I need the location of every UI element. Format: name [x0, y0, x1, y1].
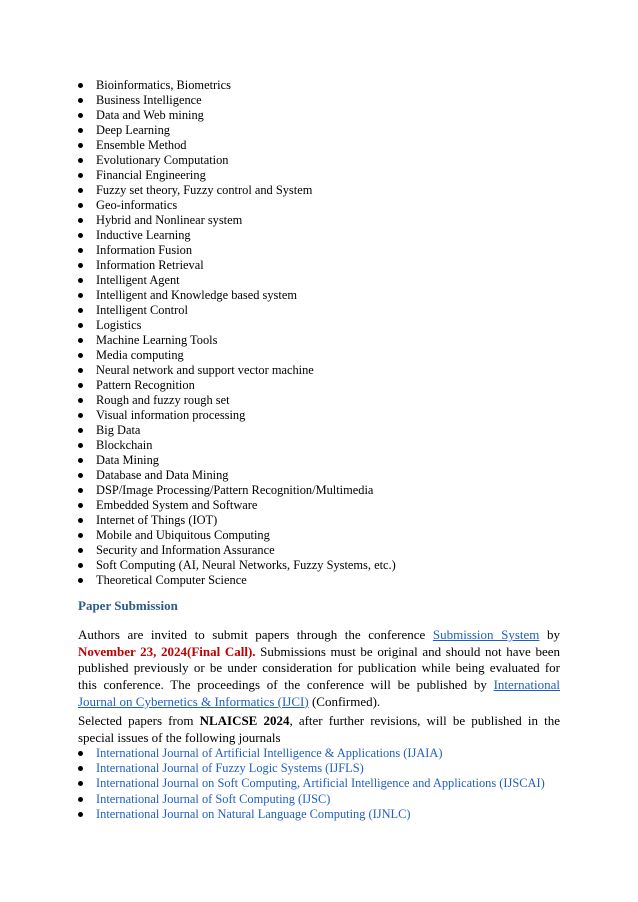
- topic-item: [78, 243, 568, 258]
- topic-item-label: Security and Information Assurance: [96, 543, 275, 557]
- bullet-icon: [78, 503, 83, 508]
- topic-item: [78, 408, 568, 423]
- topic-item-label: Logistics: [96, 318, 142, 332]
- topic-item: [78, 273, 568, 288]
- bullet-icon: [78, 293, 83, 298]
- bullet-icon: [78, 458, 83, 463]
- text-run: Authors are invited to submit papers through the conference: [78, 627, 433, 642]
- topic-item-label: Intelligent Control: [96, 303, 188, 317]
- bullet-icon: [78, 98, 83, 103]
- topic-item-label: Big Data: [96, 423, 141, 437]
- bullet-icon: [78, 413, 83, 418]
- bullet-icon: [78, 473, 83, 478]
- bullet-icon: [78, 353, 83, 358]
- topic-item: [78, 483, 568, 498]
- bullet-icon: [78, 548, 83, 553]
- topic-item-label: Financial Engineering: [96, 168, 206, 182]
- topic-item: [78, 258, 568, 273]
- topic-item: [78, 468, 568, 483]
- text-run: by: [539, 627, 561, 642]
- topic-item: [78, 153, 568, 168]
- topic-item: [78, 453, 568, 468]
- topic-item-label: Database and Data Mining: [96, 468, 229, 482]
- topic-item: [78, 123, 568, 138]
- bullet-icon: [78, 263, 83, 268]
- topic-item-label: Visual information processing: [96, 408, 246, 422]
- journal-link-label[interactable]: International Journal of Soft Computing (IJSC): [96, 791, 331, 806]
- bullet-icon: [78, 383, 83, 388]
- topic-item-label: DSP/Image Processing/Pattern Recognition/Multimedia: [96, 483, 374, 497]
- topic-item-label: Embedded System and Software: [96, 498, 258, 512]
- topic-item-label: Pattern Recognition: [96, 378, 195, 392]
- bullet-icon: [78, 128, 83, 133]
- bullet-icon: [78, 203, 83, 208]
- topic-item-label: Soft Computing (AI, Neural Networks, Fuzzy Systems, etc.): [96, 558, 396, 572]
- bullet-icon: [78, 428, 83, 433]
- journal-link-label[interactable]: International Journal on Soft Computing, Artificial Intelligence and Applications (IJSCAI): [96, 776, 545, 791]
- bullet-icon: [78, 158, 83, 163]
- special-issues-paragraph: [78, 713, 560, 746]
- topic-item-label: Intelligent Agent: [96, 273, 180, 287]
- bullet-icon: [78, 443, 83, 448]
- section-heading-paper-submission: Paper Submission: [78, 598, 178, 613]
- topic-item: [78, 168, 568, 183]
- journal-link[interactable]: [78, 776, 568, 791]
- topic-item: [78, 138, 568, 153]
- journal-link-label[interactable]: International Journal of Artificial Intelligence & Applications (IJAIA): [96, 746, 443, 760]
- topic-item-label: Blockchain: [96, 438, 153, 452]
- journal-link[interactable]: [78, 792, 568, 807]
- bullet-icon: [78, 781, 83, 786]
- bullet-icon: [78, 308, 83, 313]
- bullet-icon: [78, 812, 83, 817]
- bullet-icon: [78, 488, 83, 493]
- bullet-icon: [78, 83, 83, 88]
- topic-item: [78, 93, 568, 108]
- bullet-icon: [78, 518, 83, 523]
- bullet-icon: [78, 218, 83, 223]
- topic-item: [78, 183, 568, 198]
- bullet-icon: [78, 278, 83, 283]
- journal-link-label[interactable]: International Journal on Natural Language Computing (IJNLC): [96, 806, 411, 821]
- bullet-icon: [78, 797, 83, 802]
- topic-item-label: Inductive Learning: [96, 228, 191, 242]
- journal-link[interactable]: [78, 761, 568, 776]
- text-run: (Confirmed).: [308, 693, 381, 709]
- topic-item: [78, 348, 568, 363]
- submission-system-link[interactable]: Submission System: [432, 627, 540, 642]
- bullet-icon: [78, 533, 83, 538]
- topic-item-label: Business Intelligence: [96, 93, 202, 107]
- topic-item: [78, 423, 568, 438]
- topic-item-label: Rough and fuzzy rough set: [96, 393, 230, 407]
- topic-item: [78, 573, 568, 588]
- topic-item: [78, 363, 568, 378]
- topic-item-label: Information Retrieval: [96, 258, 204, 272]
- topic-item: [78, 213, 568, 228]
- topic-item-label: Theoretical Computer Science: [96, 573, 247, 587]
- topic-item: [78, 318, 568, 333]
- topic-item: [78, 108, 568, 123]
- text-run: Submissions must be original and should not have been published previously or be under consideration for publication while being evaluated for this conference. The proceedings of the conference will be published by: [78, 643, 560, 693]
- journal-link[interactable]: [78, 807, 568, 822]
- topic-item: [78, 558, 568, 573]
- submission-paragraph: [78, 627, 560, 711]
- bullet-icon: [78, 323, 83, 328]
- journal-link[interactable]: [78, 746, 568, 761]
- bullet-icon: [78, 233, 83, 238]
- topic-item-label: Deep Learning: [96, 123, 170, 137]
- topic-item-label: Data Mining: [96, 453, 159, 467]
- topic-item-label: Mobile and Ubiquitous Computing: [96, 528, 270, 542]
- topic-item-label: Neural network and support vector machine: [96, 363, 314, 377]
- topic-item: [78, 288, 568, 303]
- bullet-icon: [78, 188, 83, 193]
- topic-item-label: Hybrid and Nonlinear system: [96, 213, 243, 227]
- topic-item: [78, 378, 568, 393]
- topic-item: [78, 513, 568, 528]
- bullet-icon: [78, 368, 83, 373]
- text-run: , after further revisions, will be published in the special issues of the following journals: [78, 713, 560, 745]
- topic-item: [78, 198, 568, 213]
- conference-name: NLAICSE 2024: [199, 713, 290, 728]
- topic-item: [78, 303, 568, 318]
- bullet-icon: [78, 398, 83, 403]
- bullet-icon: [78, 173, 83, 178]
- deadline-text: November 23, 2024(Final Call).: [78, 643, 256, 659]
- topic-item: [78, 78, 568, 93]
- topic-item-label: Data and Web mining: [96, 108, 204, 122]
- topic-item-label: Ensemble Method: [96, 138, 187, 152]
- text-run: Selected papers from: [78, 713, 200, 728]
- topic-item-label: Geo-informatics: [96, 198, 178, 212]
- bullet-icon: [78, 751, 83, 756]
- bullet-icon: [78, 143, 83, 148]
- topic-item: [78, 333, 568, 348]
- topic-item: [78, 528, 568, 543]
- journals-list: [78, 746, 568, 822]
- topic-item-label: Intelligent and Knowledge based system: [96, 288, 297, 302]
- topic-item-label: Information Fusion: [96, 243, 193, 257]
- topic-item-label: Bioinformatics, Biometrics: [96, 78, 231, 92]
- topic-item-label: Internet of Things (IOT): [96, 513, 218, 527]
- bullet-icon: [78, 248, 83, 253]
- topic-item-label: Evolutionary Computation: [96, 153, 229, 167]
- bullet-icon: [78, 766, 83, 771]
- bullet-icon: [78, 338, 83, 343]
- topic-item: [78, 543, 568, 558]
- topic-item: [78, 228, 568, 243]
- topic-item: [78, 498, 568, 513]
- bullet-icon: [78, 578, 83, 583]
- topics-list: [78, 78, 568, 588]
- topic-item-label: Fuzzy set theory, Fuzzy control and System: [96, 183, 313, 197]
- topic-item: [78, 393, 568, 408]
- journal-link-label[interactable]: International Journal of Fuzzy Logic Systems (IJFLS): [96, 761, 364, 776]
- ijci-journal-link[interactable]: International Journal on Cybernetics & Informatics (IJCI): [78, 677, 560, 709]
- bullet-icon: [78, 113, 83, 118]
- topic-item-label: Machine Learning Tools: [96, 333, 218, 347]
- topic-item: [78, 438, 568, 453]
- topic-item-label: Media computing: [96, 348, 184, 362]
- bullet-icon: [78, 563, 83, 568]
